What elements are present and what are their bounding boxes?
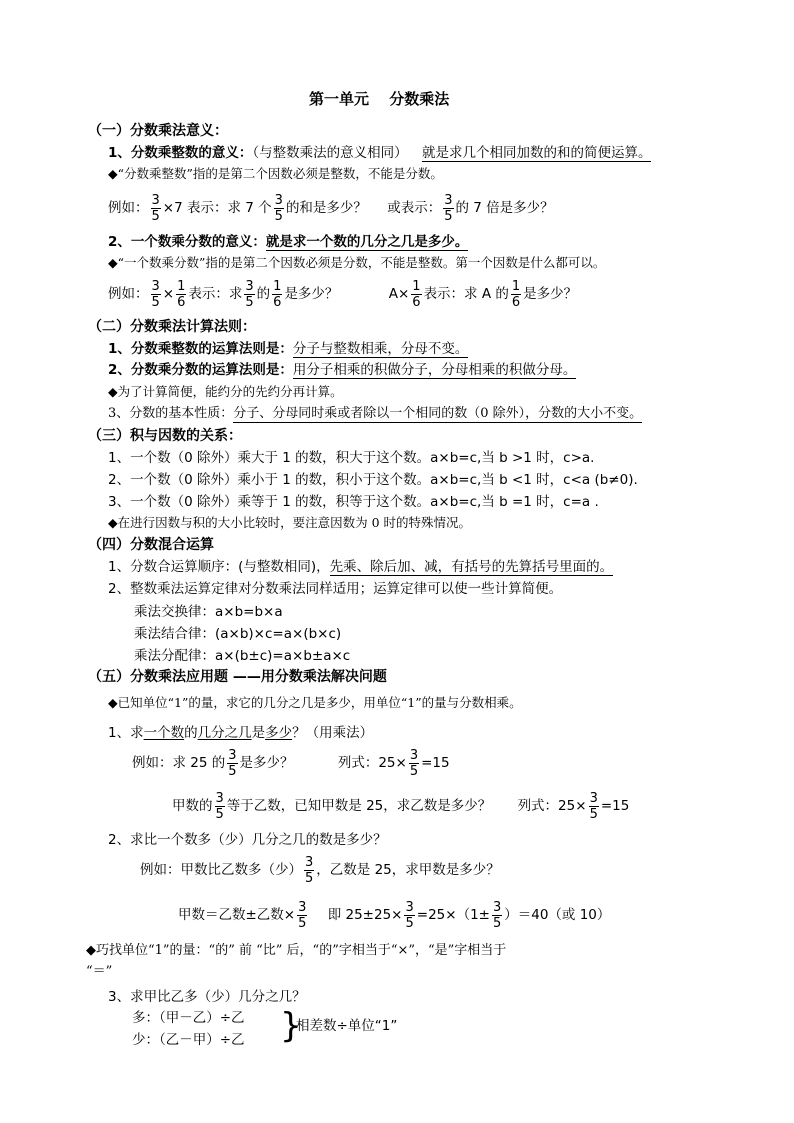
s2-l3-label: 3、分数的基本性质： xyxy=(108,406,234,421)
text: 一个数 xyxy=(143,725,185,741)
text: ？（用乘法） xyxy=(292,725,374,741)
formula-result: 相差数÷单位“1” xyxy=(296,1018,398,1034)
fraction: $\frac{3}{5}$ xyxy=(444,192,453,224)
text: 是多少？ xyxy=(523,286,578,302)
text: 多少 xyxy=(265,725,293,741)
text: 是多少？ xyxy=(239,755,294,771)
text: 的和是多少？ xyxy=(285,200,367,216)
fraction: $\frac{3}{5}$ xyxy=(151,192,160,224)
law-commutative: 乘法交换律：a×b=b×a xyxy=(134,604,283,620)
s1-line-2 xyxy=(108,233,468,251)
s1-line-1 xyxy=(108,144,651,162)
text: 的 7 倍是多少？ xyxy=(455,200,554,216)
s5-example-1 xyxy=(132,745,450,781)
text: A× xyxy=(388,286,410,302)
s1-note-1: ◆“分数乘整数”指的是第二个因数必须是整数，不能是分数。 xyxy=(108,166,443,181)
fraction: $\frac{1}{6}$ xyxy=(412,278,421,310)
s2-line-3 xyxy=(108,405,642,423)
s5-note-1: ◆已知单位“1”的量，求它的几分之几是多少，用单位“1”的量与分数相乘。 xyxy=(108,695,522,710)
s5-equation xyxy=(178,897,610,933)
fraction: $\frac{3}{5}$ xyxy=(298,899,307,931)
text: 的 xyxy=(184,725,198,741)
text: =15 xyxy=(421,755,450,771)
fraction: $\frac{3}{5}$ xyxy=(245,278,254,310)
text: 1、求 xyxy=(108,725,144,741)
s1-note-2: ◆“一个数乘分数”指的是第二个因数必须是分数，不能是整数。第一个因数是什么都可以。 xyxy=(108,255,606,270)
s1-example-1 xyxy=(108,190,554,226)
text: ）＝40（或 10） xyxy=(504,907,611,923)
formula-less: 少：（乙－甲）÷乙 xyxy=(132,1032,245,1048)
text: ，乙数是 25，求甲数是多少？ xyxy=(316,862,500,878)
page-title: 第一单元 分数乘法 xyxy=(309,90,450,108)
text: 表示：求 A 的 xyxy=(423,286,509,302)
section-heading-5: （五）分数乘法应用题 ——用分数乘法解决问题 xyxy=(88,669,387,685)
s2-l2-def: 用分子相乘的积做分子，分母相乘的积做分母。 xyxy=(292,362,577,378)
s4-line-1 xyxy=(108,558,613,576)
fraction: $\frac{3}{5}$ xyxy=(405,899,414,931)
fraction: $\frac{3}{5}$ xyxy=(492,899,502,931)
s4-l1-def: 先乘、除后加、减，有括号的先算括号里面的。 xyxy=(329,559,614,575)
s5-line-2: 2、求比一个数多（少）几分之几的数是多少？ xyxy=(108,832,387,848)
text: 等于乙数，已知甲数是 25，求乙数是多少？ xyxy=(226,798,492,814)
text: 列式：25× xyxy=(337,755,407,771)
s1-l1-paren: （与整数乘法的意义相同） xyxy=(252,145,408,161)
s3-line-1: 1、一个数（0 除外）乘大于 1 的数，积大于这个数。a×b=c,当 b >1 时，c>a. xyxy=(108,450,595,466)
s1-l2-def: 就是求一个数的几分之几是多少。 xyxy=(265,234,469,250)
fraction: $\frac{3}{5}$ xyxy=(228,747,237,779)
s5-line-3: 3、求甲比乙多（少）几分之几？ xyxy=(108,989,306,1005)
example-label: 例如： xyxy=(108,200,149,216)
law-associative: 乘法结合律：(a×b)×c=a×(b×c) xyxy=(134,626,342,642)
s1-example-2 xyxy=(108,276,577,312)
s2-l3-def: 分子、分母同时乘或者除以一个相同的数（0 除外），分数的大小不变。 xyxy=(233,406,643,421)
s1-l2-label: 2、一个数乘分数的意义： xyxy=(108,234,266,250)
s2-line-1 xyxy=(108,340,468,358)
s3-note-1: ◆在进行因数与积的大小比较时，要注意因数为 0 时的特殊情况。 xyxy=(108,515,472,530)
s3-line-3: 3、一个数（0 除外）乘等于 1 的数，积等于这个数。a×b=c,当 b =1 时，c=a . xyxy=(108,494,599,510)
text: =25×（1± xyxy=(416,907,490,923)
s5-line-1 xyxy=(108,724,373,742)
s4-l1-label: 1、分数合运算顺序：(与整数相同)， xyxy=(108,559,330,575)
s2-l2-label: 2、分数乘分数的运算法则是： xyxy=(108,362,293,378)
formula-more: 多：（甲－乙）÷乙 xyxy=(132,1010,245,1026)
text: 例如：甲数比乙数多（少） xyxy=(140,862,302,878)
s2-note-1: ◆为了计算简便，能约分的先约分再计算。 xyxy=(108,384,343,399)
s5-note-2b: “＝” xyxy=(86,964,113,979)
text: 即 25±25× xyxy=(327,907,403,923)
fraction: $\frac{1}{6}$ xyxy=(273,278,282,310)
text: ×7 表示：求 7 个 xyxy=(162,200,272,216)
s1-l1-label: 1、分数乘整数的意义： xyxy=(108,145,253,161)
s5-note-2a: ◆巧找单位“1”的量：“的” 前 “比” 后，“的”字相当于“×”，“是”字相当于 xyxy=(86,943,507,958)
text: 或表示： xyxy=(387,200,442,216)
section-heading-2: （二）分数乘法计算法则： xyxy=(88,319,256,335)
law-distributive: 乘法分配律：a×(b±c)=a×b±a×c xyxy=(134,648,351,664)
text: 几分之几 xyxy=(197,725,252,741)
text: 甲数＝乙数±乙数× xyxy=(178,907,296,923)
s2-l1-def: 分子与整数相乘，分母不变。 xyxy=(292,341,469,357)
text: 是 xyxy=(251,725,266,741)
s2-line-2 xyxy=(108,361,576,379)
text: 是多少？ xyxy=(284,286,339,302)
fraction: $\frac{3}{5}$ xyxy=(151,278,160,310)
example-label: 例如： xyxy=(108,286,149,302)
text: × xyxy=(162,286,175,302)
s4-line-2: 2、整数乘法运算定律对分数乘法同样适用；运算定律可以使一些计算简便。 xyxy=(108,581,563,597)
fraction: $\frac{1}{6}$ xyxy=(177,278,186,310)
s1-l1-def: 就是求几个相同加数的和的简便运算。 xyxy=(421,145,652,161)
s2-l1-label: 1、分数乘整数的运算法则是： xyxy=(108,341,293,357)
fraction: $\frac{3}{5}$ xyxy=(409,747,419,779)
fraction: $\frac{3}{5}$ xyxy=(215,790,224,822)
text: 表示：求 xyxy=(188,286,243,302)
section-heading-1: （一）分数乘法意义： xyxy=(88,123,228,139)
brace-symbol: } xyxy=(280,1006,302,1046)
s5-example-2 xyxy=(172,788,629,824)
fraction: $\frac{3}{5}$ xyxy=(274,192,283,224)
s5-example-3 xyxy=(140,852,500,888)
fraction: $\frac{3}{5}$ xyxy=(589,790,598,822)
section-heading-4: （四）分数混合运算 xyxy=(88,537,214,553)
text: 列式：25× xyxy=(517,798,587,814)
text: 甲数的 xyxy=(172,798,213,814)
text: =15 xyxy=(600,798,630,814)
text: 例如：求 25 的 xyxy=(132,755,226,771)
section-heading-3: （三）积与因数的关系： xyxy=(88,428,242,444)
s3-line-2: 2、一个数（0 除外）乘小于 1 的数，积小于这个数。a×b=c,当 b <1 时，c<a (b≠0). xyxy=(108,472,638,488)
fraction: $\frac{1}{6}$ xyxy=(511,278,521,310)
fraction: $\frac{3}{5}$ xyxy=(305,854,314,886)
text: 的 xyxy=(256,286,271,302)
